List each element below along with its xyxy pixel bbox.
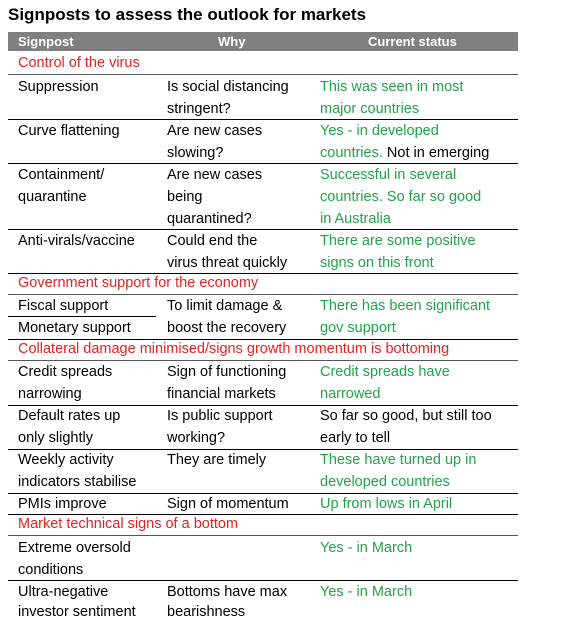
status-anti-virals-2: signs on this front [320,255,434,271]
why-default-2: working? [167,430,226,446]
section-government-support: Government support for the economy [18,275,259,291]
section-collateral-damage: Collateral damage minimised/signs growth momentum is bottoming [18,341,450,357]
divider [8,514,518,515]
why-curve-2: slowing? [167,145,224,161]
status-sentiment: Yes - in March [320,584,413,600]
why-credit-2: financial markets [167,386,276,402]
why-curve-1: Are new cases [167,123,263,139]
signpost-weekly-activity-1: Weekly activity [18,452,114,468]
status-anti-virals-1: There are some positive [320,233,476,249]
divider [8,74,518,75]
divider [8,535,518,536]
status-oversold: Yes - in March [320,540,413,556]
divider [8,273,518,274]
why-containment-3: quarantined? [167,211,252,227]
status-weekly-2: developed countries [320,474,450,490]
why-containment-1: Are new cases [167,167,263,183]
status-suppression-2: major countries [320,101,420,117]
why-anti-virals-2: virus threat quickly [167,255,288,271]
signpost-credit-spreads-1: Credit spreads [18,364,113,380]
signpost-containment-1: Containment/ [18,167,105,183]
why-sentiment-2: bearishness [167,604,246,620]
status-containment-3: in Australia [320,211,391,227]
signpost-containment-2: quarantine [18,189,87,205]
table-header [8,32,518,51]
status-credit-1: Credit spreads have [320,364,450,380]
signpost-default-rates-2: only slightly [18,430,93,446]
signpost-monetary-support: Monetary support [18,320,131,336]
signpost-pmis: PMIs improve [18,496,107,512]
signpost-credit-spreads-2: narrowing [18,386,82,402]
status-pmis: Up from lows in April [320,496,453,512]
section-market-technical: Market technical signs of a bottom [18,516,239,532]
why-weekly-1: They are timely [167,452,267,468]
status-credit-2: narrowed [320,386,381,402]
why-support-1: To limit damage & [167,298,283,314]
status-weekly-1: These have turned up in [320,452,477,468]
signpost-fiscal-support: Fiscal support [18,298,109,314]
status-curve-2-green: countries. [320,145,383,161]
header-why: Why [218,34,246,49]
section-control-of-virus: Control of the virus [18,55,140,71]
divider [8,339,518,340]
signpost-suppression: Suppression [18,79,99,95]
status-support-2: gov support [320,320,396,336]
status-containment-1: Successful in several [320,167,457,183]
page-title: Signposts to assess the outlook for markets [8,5,367,24]
why-pmis: Sign of momentum [167,496,289,512]
status-curve-2-black: Not in emerging [386,145,490,161]
why-support-2: boost the recovery [167,320,287,336]
why-suppression-1: Is social distancing [167,79,289,95]
status-default-2: early to tell [320,430,391,446]
why-suppression-2: stringent? [167,101,231,117]
status-curve-1: Yes - in developed [320,123,439,139]
header-signpost: Signpost [18,34,74,49]
status-containment-2: countries. So far so good [320,189,482,205]
why-default-1: Is public support [167,408,273,424]
signpost-default-rates-1: Default rates up [18,408,121,424]
signpost-weekly-activity-2: indicators stabilise [18,474,137,490]
header-status: Current status [368,34,457,49]
signpost-oversold-2: conditions [18,562,84,578]
status-curve-2 [320,142,489,164]
status-support-1: There has been significant [320,298,491,314]
signpost-sentiment-2: investor sentiment [18,604,136,620]
status-default-1: So far so good, but still too [320,408,492,424]
why-containment-2: being [167,189,203,205]
why-credit-1: Sign of functioning [167,364,287,380]
why-anti-virals-1: Could end the [167,233,258,249]
why-sentiment-1: Bottoms have max [167,584,288,600]
signpost-sentiment-1: Ultra-negative [18,584,109,600]
signpost-oversold-1: Extreme oversold [18,540,131,556]
signpost-curve-flattening: Curve flattening [18,123,120,139]
status-suppression-1: This was seen in most [320,79,464,95]
signpost-anti-virals: Anti-virals/vaccine [18,233,135,249]
